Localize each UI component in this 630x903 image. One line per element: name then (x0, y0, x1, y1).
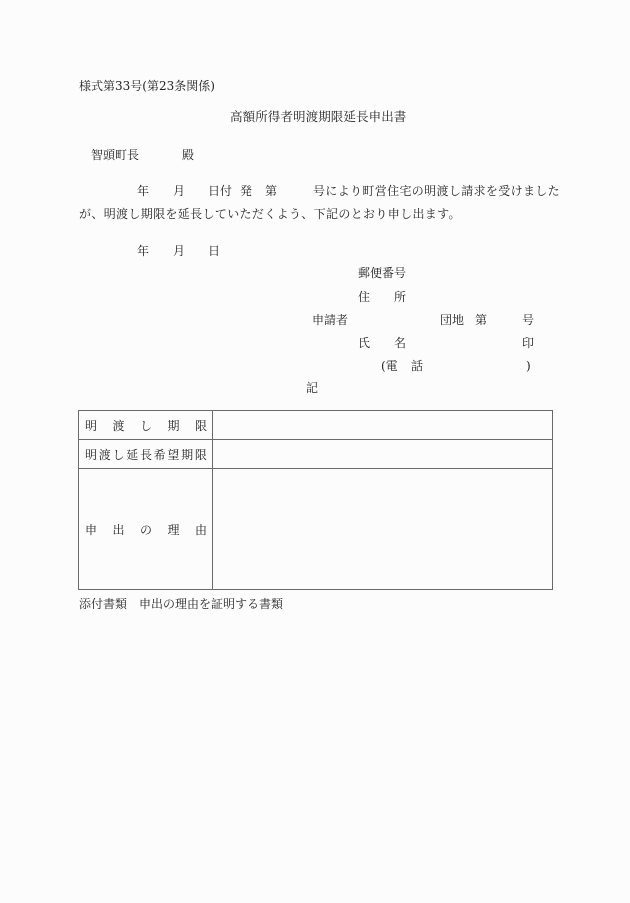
notice-number-prefix: 第 (265, 184, 278, 198)
record-mark: 記 (306, 381, 319, 395)
table-row (79, 469, 553, 590)
seal-mark: 印 (522, 336, 535, 350)
vacate-deadline-field[interactable] (213, 411, 553, 440)
addressee-honorific: 殿 (182, 148, 195, 162)
postal-code-label: 郵便番号 (358, 266, 407, 280)
addressee-name: 智頭町長 (91, 148, 140, 162)
row-label-reason (79, 469, 213, 590)
label-char: 渡 (112, 418, 125, 433)
label-char: 渡 (98, 447, 111, 462)
label-char: 申 (85, 522, 98, 537)
name-label-2: 名 (394, 336, 407, 350)
address-label-2: 所 (394, 290, 407, 304)
row-label-extension-requested-deadline (79, 440, 213, 469)
label-char: 理 (167, 522, 180, 537)
extension-requested-deadline-field[interactable] (213, 440, 553, 469)
name-label-1: 氏 (358, 336, 371, 350)
notice-rest: 号により町営住宅の明渡し請求を受けました (313, 184, 561, 198)
label-char: 期 (181, 447, 194, 462)
notice-year: 年 (137, 184, 150, 198)
table-row (79, 440, 553, 469)
row-label-vacate-deadline (79, 411, 213, 440)
label-char: 延 (126, 447, 139, 462)
danchi-label: 団地 (440, 313, 465, 327)
label-char: 出 (112, 522, 125, 537)
document-title: 高額所得者明渡期限延長申出書 (230, 109, 407, 124)
phone-label: 話 (411, 359, 424, 373)
phone-close: ) (526, 359, 531, 373)
label-char: 由 (194, 522, 207, 537)
label-char: 長 (139, 447, 152, 462)
applicant-label: 申請者 (312, 313, 349, 327)
label-char: 望 (167, 447, 180, 462)
label-char: 期 (167, 418, 180, 433)
details-table (78, 410, 553, 590)
phone-open: (電 (381, 359, 398, 373)
address-label-1: 住 (358, 290, 371, 304)
label-char: の (139, 522, 152, 537)
form-number: 様式第33号(第23条関係) (79, 79, 215, 93)
label-char: 明 (85, 418, 98, 433)
notice-day-dated: 日付 (208, 184, 233, 198)
label-char: 限 (194, 418, 207, 433)
label-char: 明 (85, 447, 98, 462)
label-char: し (112, 447, 125, 462)
notice-issued: 発 (240, 184, 253, 198)
table-row (79, 411, 553, 440)
danchi-number-prefix: 第 (475, 313, 488, 327)
body-line-2: が、明渡し期限を延長していただくよう、下記のとおり申し出ます。 (79, 207, 461, 221)
attachments-note: 添付書類 申出の理由を証明する書類 (79, 597, 284, 611)
date-day: 日 (208, 244, 221, 258)
label-char: 限 (194, 447, 207, 462)
label-char: し (139, 418, 152, 433)
notice-month: 月 (173, 184, 186, 198)
date-month: 月 (173, 244, 186, 258)
reason-field[interactable] (213, 469, 553, 590)
label-char: 希 (153, 447, 166, 462)
date-year: 年 (137, 244, 150, 258)
danchi-number-suffix: 号 (522, 313, 535, 327)
